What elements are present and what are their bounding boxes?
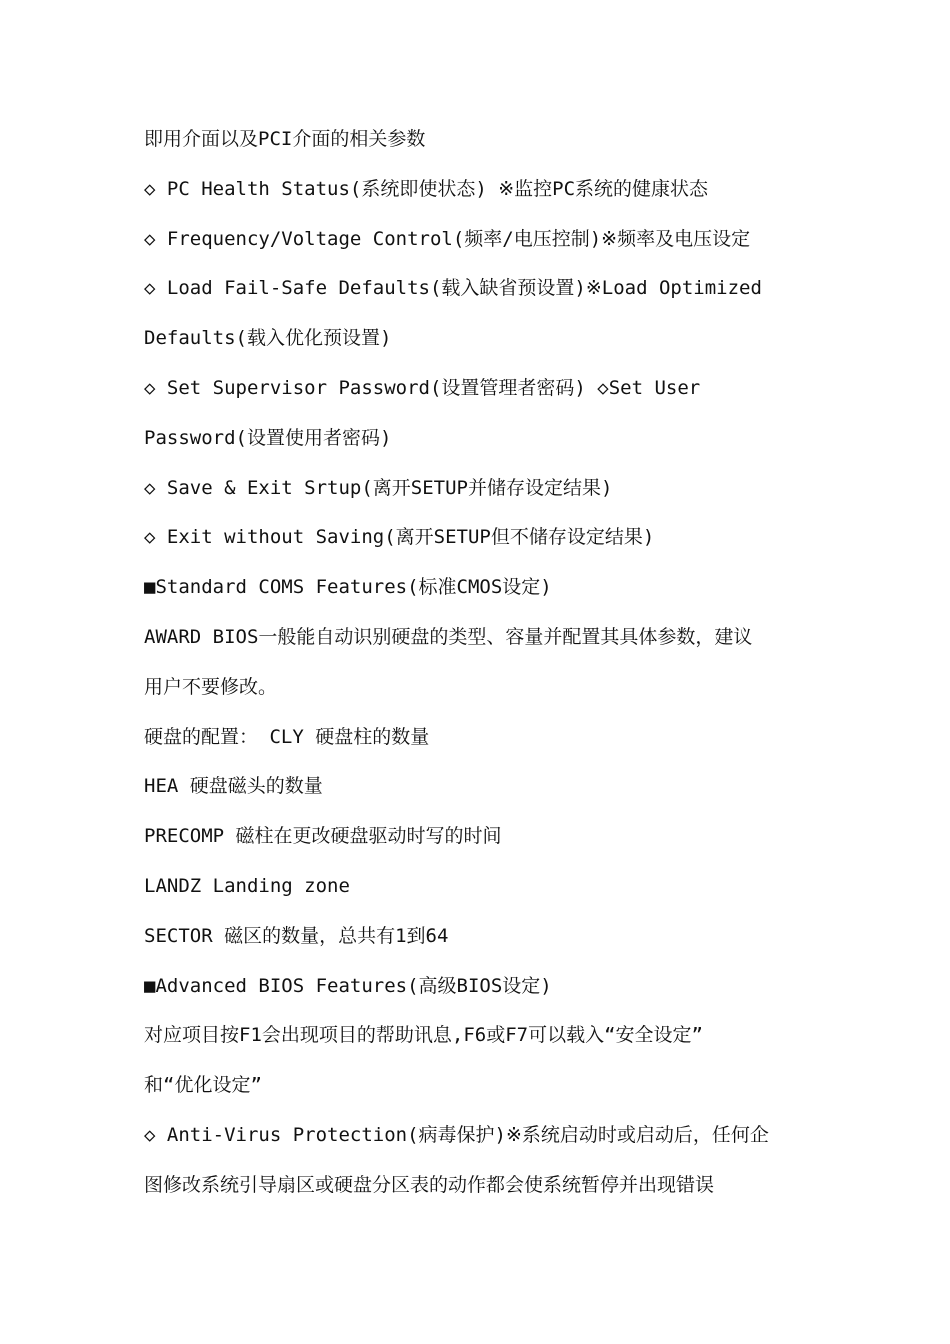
text-line: Password(设置使用者密码) [144,426,392,449]
text-line: 对应项目按F1会出现项目的帮助讯息,F6或F7可以载入“安全设定” [144,1024,703,1047]
text-line: ◇ Set Supervisor Password(设置管理者密码) ◇Set User [144,376,701,399]
text-line: 图修改系统引导扇区或硬盘分区表的动作都会使系统暂停并出现错误 [144,1173,715,1196]
text-line: 和“优化设定” [144,1074,262,1097]
text-line: ◇ Anti-Virus Protection(病毒保护)※系统启动时或启动后，任何企 [144,1123,769,1146]
document-body [144,115,814,1211]
text-line: ◇ PC Health Status(系统即使状态) ※监控PC系统的健康状态 [144,177,709,200]
text-line: SECTOR 磁区的数量，总共有1到64 [144,924,449,947]
text-line: LANDZ Landing zone [144,874,350,897]
text-line: ◇ Exit without Saving(离开SETUP但不储存设定结果) [144,526,655,549]
text-line: AWARD BIOS一般能自动识别硬盘的类型、容量并配置其具体参数，建议 [144,625,753,648]
text-line: Defaults(载入优化预设置) [144,327,392,350]
text-line: 用户不要修改。 [144,675,278,698]
text-line: ◇ Load Fail-Safe Defaults(载入缺省预设置)※Load Optimized [144,277,762,300]
text-line: ◇ Save & Exit Srtup(离开SETUP并储存设定结果) [144,476,613,499]
section-heading: ■Standard COMS Features(标准CMOS设定) [144,576,552,599]
text-line: PRECOMP 磁柱在更改硬盘驱动时写的时间 [144,825,502,848]
text-line: 即用介面以及PCI介面的相关参数 [144,128,426,150]
text-line: HEA 硬盘磁头的数量 [144,775,323,798]
text-line: 硬盘的配置： CLY 硬盘柱的数量 [144,725,430,748]
text-line: ◇ Frequency/Voltage Control(频率/电压控制)※频率及电压设定 [144,227,751,250]
section-heading: ■Advanced BIOS Features(高级BIOS设定) [144,974,552,997]
